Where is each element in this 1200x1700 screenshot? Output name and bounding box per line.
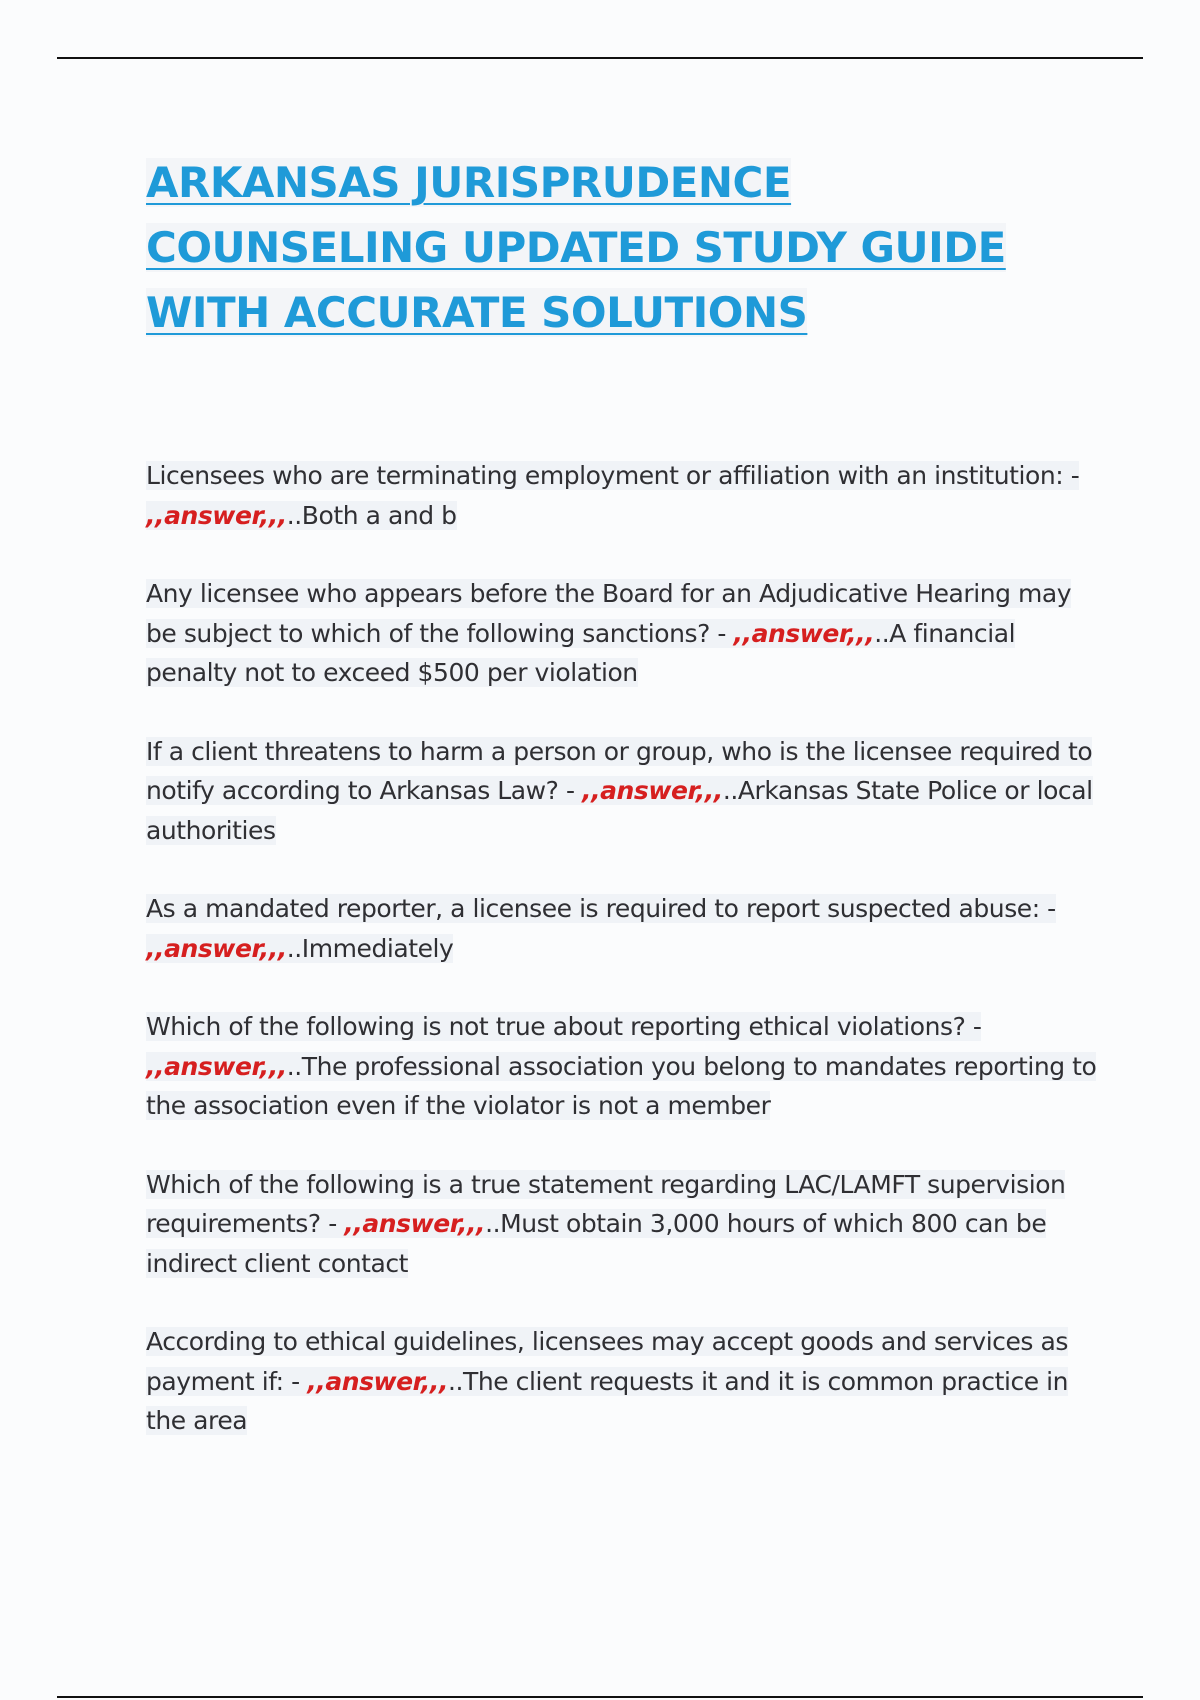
- question-text: Any licensee who appears before the Board for an Adjudicative Hearing may be subject to which of the following sanctions? -: [146, 579, 1072, 648]
- answer-marker: ,,answer,,,: [582, 776, 723, 805]
- qa-item: [146, 1165, 1106, 1284]
- answer-marker: ,,answer,,,: [307, 1366, 449, 1396]
- answer-text: ..The client requests it and it is common practice in the area: [146, 1366, 1069, 1435]
- answer-text: ..The professional association you belong to mandates reporting to the association even if the violator is not a member: [146, 1051, 1097, 1120]
- answer-marker: ,,answer,,,: [344, 1209, 486, 1238]
- answer-marker: ,,answer,,,: [146, 500, 287, 530]
- answer-text: ..Arkansas State Police or local authorities: [146, 776, 1093, 845]
- answer-text: ..Must obtain 3,000 hours of which 800 can be indirect client contact: [146, 1209, 1047, 1278]
- question-answer-list: [146, 456, 1106, 1480]
- qa-item: [146, 456, 1106, 535]
- question-text: Which of the following is not true about reporting ethical violations? -: [146, 1012, 982, 1041]
- answer-marker: ,,answer,,,: [146, 1051, 287, 1081]
- qa-item: [146, 1007, 1106, 1126]
- answer-text: ..Both a and b: [286, 500, 457, 530]
- question-text: As a mandated reporter, a licensee is required to report suspected abuse: -: [146, 894, 1056, 923]
- header-rule: [57, 57, 1143, 59]
- answer-marker: ,,answer,,,: [733, 618, 875, 648]
- question-text: Licensees who are terminating employment or affiliation with an institution: -: [146, 461, 1080, 490]
- document-title: [146, 150, 1086, 345]
- answer-text: ..A financial penalty not to exceed $500 per violation: [146, 618, 1016, 687]
- title-line: COUNSELING UPDATED STUDY GUIDE: [146, 223, 1006, 272]
- footer-rule: [57, 1696, 1143, 1698]
- title-line: WITH ACCURATE SOLUTIONS: [146, 288, 808, 337]
- question-text: Which of the following is a true statement regarding LAC/LAMFT supervision requirements? -: [146, 1169, 1066, 1238]
- qa-item: [146, 889, 1106, 968]
- qa-item: [146, 1322, 1106, 1441]
- question-text: If a client threatens to harm a person or group, who is the licensee required to notify according to Arkansas Law? -: [146, 736, 1093, 805]
- answer-marker: ,,answer,,,: [146, 933, 287, 963]
- qa-item: [146, 574, 1106, 693]
- question-text: According to ethical guidelines, licensees may accept goods and services as payment if: -: [146, 1327, 1068, 1396]
- answer-text: ..Immediately: [286, 933, 454, 963]
- title-line: ARKANSAS JURISPRUDENCE: [146, 158, 792, 207]
- qa-item: [146, 732, 1106, 851]
